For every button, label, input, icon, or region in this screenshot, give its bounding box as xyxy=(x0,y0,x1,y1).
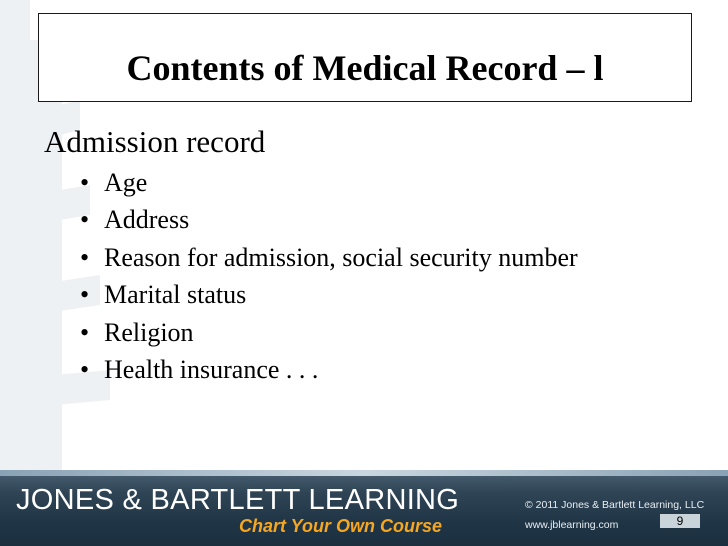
bullet-item xyxy=(80,241,578,278)
bullet-icon: • xyxy=(80,205,90,235)
bullet-item xyxy=(80,166,578,203)
title-box xyxy=(38,13,692,102)
bullet-icon: • xyxy=(80,317,90,347)
bullet-icon: • xyxy=(80,242,90,272)
publisher-website: www.jblearning.com xyxy=(525,519,619,531)
slide-title: Contents of Medical Record – l xyxy=(126,48,604,88)
bullet-icon: • xyxy=(80,354,90,384)
bullet-item xyxy=(80,353,578,390)
bullet-icon: • xyxy=(80,168,90,197)
footer-divider xyxy=(0,470,728,476)
copyright-notice: © 2011 Jones & Bartlett Learning, LLC xyxy=(525,499,705,511)
section-heading: Admission record xyxy=(44,124,266,159)
bullet-item xyxy=(80,316,578,353)
bullet-text: Address xyxy=(104,205,190,235)
publisher-brand: JONES & BARTLETT LEARNING xyxy=(16,484,460,516)
bullet-list xyxy=(80,166,578,390)
bullet-text: Religion xyxy=(104,317,194,347)
publisher-tagline: Chart Your Own Course xyxy=(239,516,443,536)
bullet-text: Age xyxy=(104,168,148,197)
bullet-text: Marital status xyxy=(104,280,247,310)
bullet-text: Health insurance . . . xyxy=(104,354,319,384)
bullet-icon: • xyxy=(80,280,90,310)
bullet-item xyxy=(80,278,578,315)
footer-banner xyxy=(0,470,728,546)
bullet-item xyxy=(80,203,578,240)
slide-number: 9 xyxy=(660,514,700,528)
bullet-text: Reason for admission, social security number xyxy=(104,242,578,272)
